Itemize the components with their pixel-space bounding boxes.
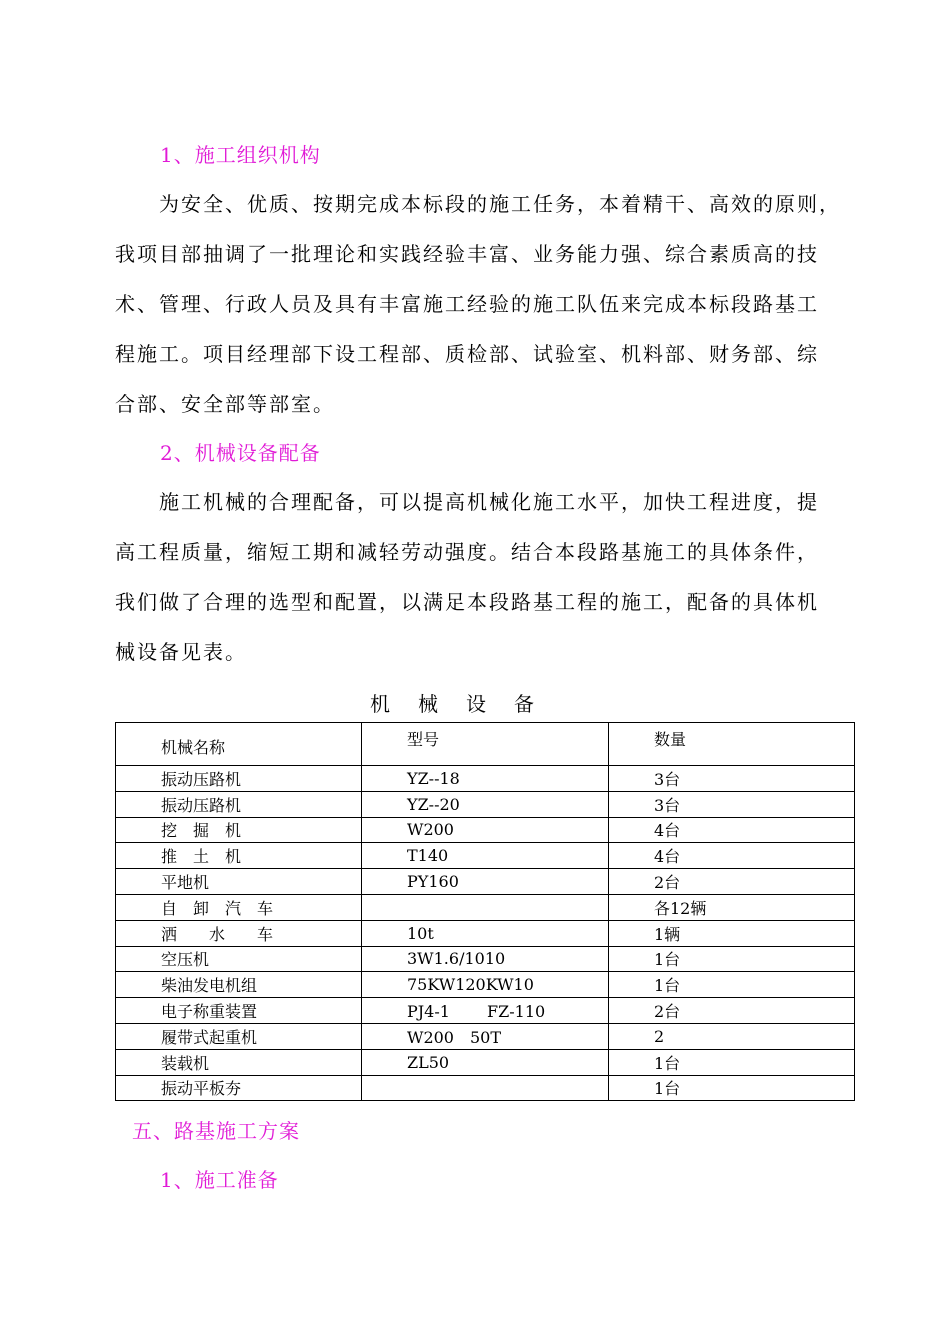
table-row: [116, 869, 855, 895]
table-caption-char: 备: [514, 692, 534, 716]
paragraph-org-line-3: 术、管理、行政人员及具有丰富施工经验的施工队伍来完成本标段路基工: [115, 292, 819, 316]
cell-quantity: 1台: [609, 946, 855, 972]
paragraph-equip-line-3: 我们做了合理的选型和配置，以满足本段路基工程的施工，配备的具体机: [115, 590, 819, 614]
cell-quantity: 各12辆: [609, 894, 855, 920]
cell-name: 装载机: [116, 1049, 362, 1075]
cell-model: PJ4-1 FZ-110: [362, 998, 609, 1024]
cell-model: 75KW120KW10: [362, 972, 609, 998]
cell-model: [362, 1075, 609, 1101]
table-row: [116, 843, 855, 869]
paragraph-equip-line-4: 械设备见表。: [115, 640, 247, 664]
table-row: [116, 791, 855, 817]
cell-quantity: 1辆: [609, 920, 855, 946]
cell-model: ZL50: [362, 1049, 609, 1075]
table-caption: [370, 688, 562, 717]
table-row: [116, 894, 855, 920]
table-caption-char: 机: [370, 692, 390, 716]
table-row: [116, 817, 855, 843]
paragraph-org-line-1: 为安全、优质、按期完成本标段的施工任务，本着精干、高效的原则，: [115, 192, 841, 216]
paragraph-equip-line-1: 施工机械的合理配备，可以提高机械化施工水平，加快工程进度，提: [115, 490, 819, 514]
cell-name: 电子称重装置: [116, 998, 362, 1024]
cell-name: 挖 掘 机: [116, 817, 362, 843]
cell-model: [362, 894, 609, 920]
header-cell-model: 型号: [362, 723, 609, 766]
heading-preparation: 1、施工准备: [160, 1168, 279, 1192]
heading-org-structure: 1、施工组织机构: [160, 143, 321, 167]
table-row: [116, 946, 855, 972]
table-row: [116, 1075, 855, 1101]
table-caption-char: 械: [418, 692, 438, 716]
header-cell-name: 机械名称: [116, 723, 362, 766]
cell-quantity: 4台: [609, 843, 855, 869]
table-row: [116, 972, 855, 998]
cell-model: T140: [362, 843, 609, 869]
cell-name: 振动平板夯: [116, 1075, 362, 1101]
cell-name: 振动压路机: [116, 791, 362, 817]
cell-model: YZ--20: [362, 791, 609, 817]
table-row: [116, 766, 855, 792]
paragraph-org-line-4: 程施工。项目经理部下设工程部、质检部、试验室、机料部、财务部、综: [115, 342, 819, 366]
heading-equipment: 2、机械设备配备: [160, 441, 321, 465]
cell-name: 履带式起重机: [116, 1023, 362, 1049]
header-cell-quantity: 数量: [609, 723, 855, 766]
heading-section-five: 五、路基施工方案: [132, 1119, 300, 1143]
table-caption-char: 设: [466, 692, 486, 716]
cell-model: 3W1.6/1010: [362, 946, 609, 972]
cell-model: W200 50T: [362, 1023, 609, 1049]
cell-name: 洒 水 车: [116, 920, 362, 946]
paragraph-org-line-2: 我项目部抽调了一批理论和实践经验丰富、业务能力强、综合素质高的技: [115, 242, 819, 266]
cell-quantity: 3台: [609, 766, 855, 792]
paragraph-equip-line-2: 高工程质量，缩短工期和减轻劳动强度。结合本段路基施工的具体条件，: [115, 540, 819, 564]
cell-quantity: 4台: [609, 817, 855, 843]
table-row: [116, 1049, 855, 1075]
table-row: [116, 920, 855, 946]
equipment-table: [115, 722, 855, 1101]
cell-model: W200: [362, 817, 609, 843]
table-header-row: [116, 723, 855, 766]
cell-name: 柴油发电机组: [116, 972, 362, 998]
cell-name: 空压机: [116, 946, 362, 972]
cell-name: 平地机: [116, 869, 362, 895]
table-row: [116, 1023, 855, 1049]
cell-name: 振动压路机: [116, 766, 362, 792]
cell-quantity: 1台: [609, 1049, 855, 1075]
cell-quantity: 2台: [609, 869, 855, 895]
cell-name: 推 土 机: [116, 843, 362, 869]
cell-model: PY160: [362, 869, 609, 895]
cell-model: 10t: [362, 920, 609, 946]
table-body: [116, 766, 855, 1101]
table-row: [116, 998, 855, 1024]
cell-name: 自 卸 汽 车: [116, 894, 362, 920]
cell-quantity: 3台: [609, 791, 855, 817]
paragraph-org-line-5: 合部、安全部等部室。: [115, 392, 335, 416]
cell-quantity: 2台: [609, 998, 855, 1024]
cell-quantity: 1台: [609, 972, 855, 998]
cell-quantity: 2: [609, 1023, 855, 1049]
cell-model: YZ--18: [362, 766, 609, 792]
cell-quantity: 1台: [609, 1075, 855, 1101]
